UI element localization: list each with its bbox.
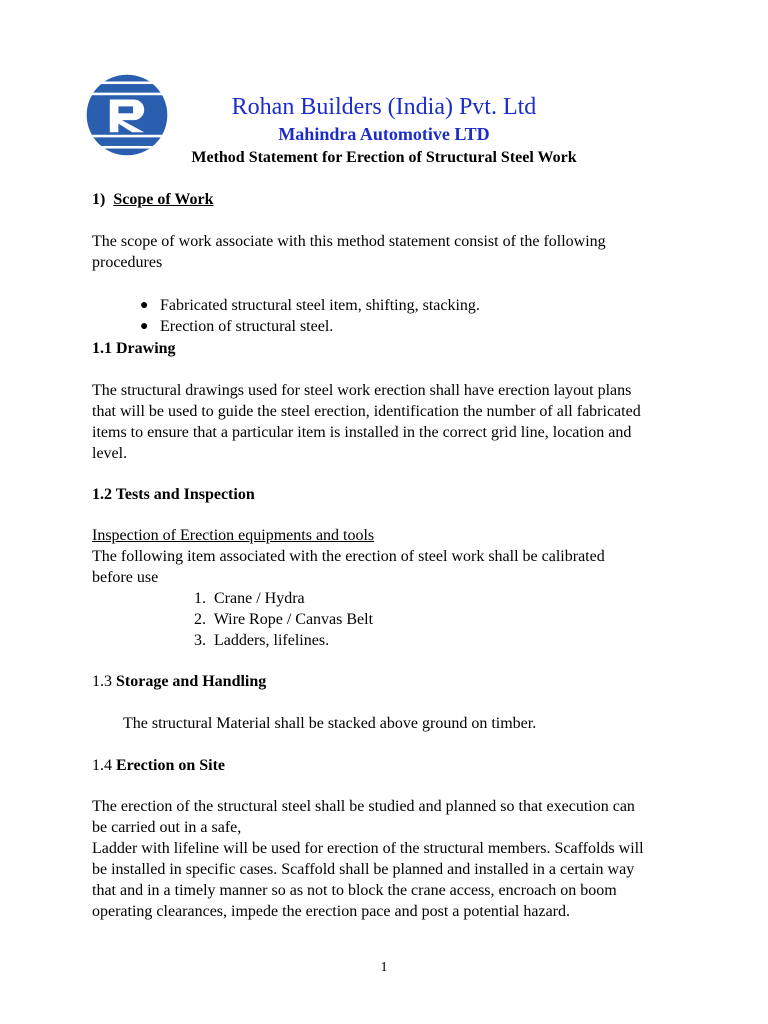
bullet-dot-icon: ● <box>140 298 149 313</box>
drawing-text-line: items to ensure that a particular item is installed in the correct grid line, location and <box>92 424 632 441</box>
erection-text-line: that and in a timely manner so as not to block the crane access, encroach on boom <box>92 882 617 899</box>
item-number: 1. <box>194 590 206 607</box>
inspection-subheading: Inspection of Erection equipments and tools <box>92 527 375 544</box>
erection-text-line: be installed in specific cases. Scaffold shall be planned and installed in a certain way <box>92 861 635 878</box>
numbered-item <box>194 609 373 630</box>
drawing-text-line: The structural drawings used for steel work erection shall have erection layout plans <box>92 382 632 399</box>
section-1-4-heading <box>92 755 225 776</box>
bullet-item: Erection of structural steel. <box>160 318 334 335</box>
section-1-title: Scope of Work <box>113 191 214 208</box>
company-name: Rohan Builders (India) Pvt. Ltd <box>231 94 537 120</box>
section-1-3-heading <box>92 671 266 692</box>
item-text: Crane / Hydra <box>214 590 305 607</box>
erection-text-line: operating clearances, impede the erection pace and post a potential hazard. <box>92 903 570 920</box>
section-1-3-number: 1.3 <box>92 673 112 690</box>
document-title: Method Statement for Erection of Structural Steel Work <box>191 149 577 166</box>
scope-intro-line-2: procedures <box>92 254 163 271</box>
item-text: Ladders, lifelines. <box>214 632 330 649</box>
erection-text-line: be carried out in a safe, <box>92 819 242 836</box>
erection-text-line: Ladder with lifeline will be used for erection of the structural members. Scaffolds will <box>92 840 644 857</box>
item-number: 3. <box>194 632 206 649</box>
numbered-item <box>194 588 305 609</box>
section-1-4-title: Erection on Site <box>116 757 226 774</box>
section-1-heading <box>92 189 213 210</box>
erection-text-line: The erection of the structural steel shall be studied and planned so that execution can <box>92 798 635 815</box>
bullet-dot-icon: ● <box>140 319 149 334</box>
inspection-text-line: The following item associated with the erection of steel work shall be calibrated <box>92 548 605 565</box>
page-number: 1 <box>380 960 388 975</box>
drawing-text-line: that will be used to guide the steel erection, identification the number of all fabricated <box>92 403 641 420</box>
section-1-1-heading: 1.1 Drawing <box>92 340 176 357</box>
section-1-4-number: 1.4 <box>92 757 112 774</box>
scope-intro-line-1: The scope of work associate with this method statement consist of the following <box>92 233 606 250</box>
client-name: Mahindra Automotive LTD <box>278 124 490 144</box>
drawing-text-line: level. <box>92 445 128 462</box>
section-1-number: 1) <box>92 191 106 208</box>
storage-text: The structural Material shall be stacked above ground on timber. <box>123 715 537 732</box>
item-number: 2. <box>194 611 206 628</box>
section-1-3-title: Storage and Handling <box>116 673 267 690</box>
section-1-2-heading: 1.2 Tests and Inspection <box>92 486 255 503</box>
item-text: Wire Rope / Canvas Belt <box>213 611 374 628</box>
numbered-item <box>194 630 329 651</box>
inspection-text-line: before use <box>92 569 159 586</box>
bullet-item: Fabricated structural steel item, shifting, stacking. <box>160 297 480 314</box>
